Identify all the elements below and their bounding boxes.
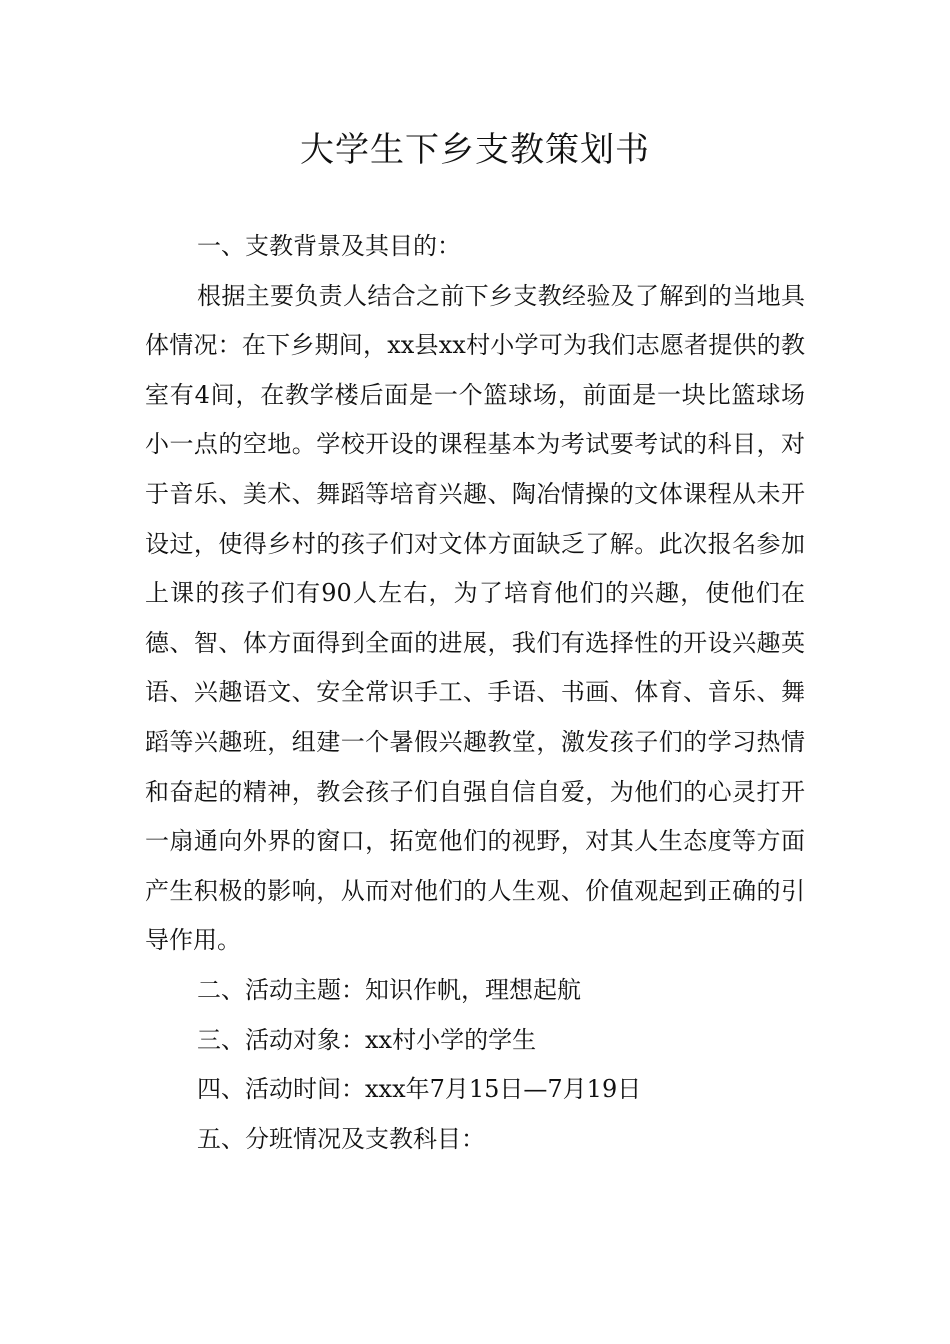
section-class-arrangement: 五、分班情况及支教科目：	[197, 1124, 485, 1153]
section-activity-time: 四、活动时间：xxx年7月15日—7月19日	[197, 1075, 642, 1104]
section-heading-background: 一、支教背景及其目的：	[197, 232, 461, 260]
document-body	[145, 222, 805, 1164]
background-paragraph: 根据主要负责人结合之前下乡支教经验及了解到的当地具体情况：在下乡期间，xx县xx村小学可为我们志愿者提供的教室有4间，在教学楼后面是一个篮球场，前面是一块比篮球场小一点的空地。学校开设的课程基本为考试要考试的科目，对于音乐、美术、舞蹈等培育兴趣、陶冶情操的文体课程从未开设过，使得乡村的孩子们对文体方面缺乏了解。此次报名参加上课的孩子们有90人左右，为了培育他们的兴趣，使他们在德、智、体方面得到全面的进展，我们有选择性的开设兴趣英语、兴趣语文、安全常识手工、手语、书画、体育、音乐、舞蹈等兴趣班，组建一个暑假兴趣教堂，激发孩子们的学习热情和奋起的精神，教会孩子们自强自信自爱，为他们的心灵打开一扇通向外界的窗口，拓宽他们的视野，对其人生态度等方面产生积极的影响，从而对他们的人生观、价值观起到正确的引导作用。	[145, 281, 805, 955]
document-title: 大学生下乡支教策划书	[300, 130, 650, 170]
section-activity-theme: 二、活动主题：知识作帆，理想起航	[197, 975, 581, 1004]
section-activity-target: 三、活动对象：xx村小学的学生	[197, 1025, 537, 1054]
